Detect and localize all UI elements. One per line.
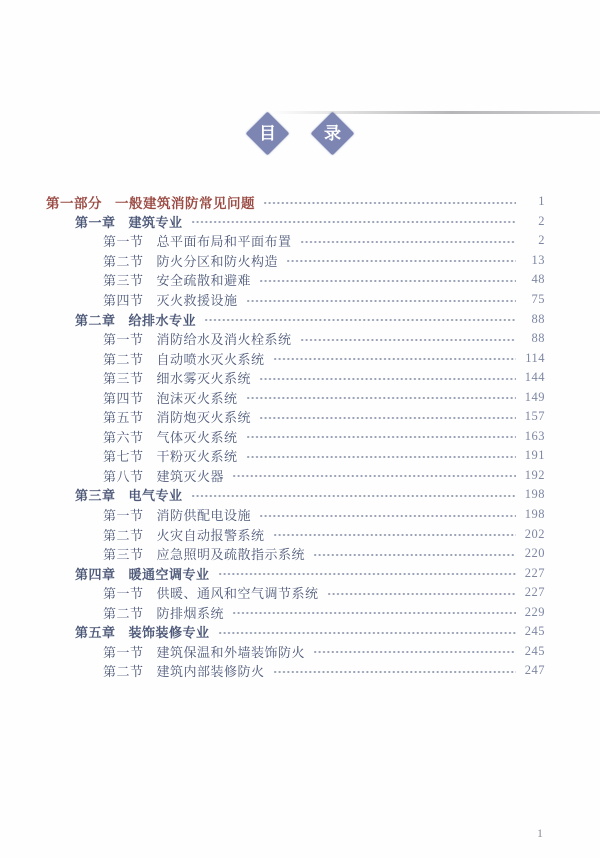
toc-entry-chapter (75, 622, 600, 642)
dot-leader (232, 466, 516, 486)
dot-leader (259, 407, 516, 427)
toc-entry-label: 第四节 (103, 390, 144, 406)
toc-entry-label: 第一章 (75, 214, 116, 230)
dot-leader (246, 427, 516, 447)
toc-entry-label: 第六节 (103, 429, 144, 445)
dot-leader (263, 192, 516, 212)
toc-entry-title: 细水雾灭火系统 (156, 371, 252, 387)
title-char: 录 (324, 123, 341, 143)
toc-entry-label: 第二节 (103, 527, 144, 543)
toc-entry-title: 一般建筑消防常见问题 (115, 195, 255, 211)
toc-entry-title: 消防给水及消火栓系统 (156, 332, 292, 348)
toc-entry-title: 自动喷水灭火系统 (156, 351, 265, 367)
toc-entry-label: 第五节 (103, 410, 144, 426)
dot-leader (327, 583, 516, 603)
toc-entry-page: 229 (524, 604, 545, 619)
toc-entry-section (103, 290, 600, 310)
toc-entry-section (103, 427, 600, 447)
toc-entry-title: 泡沫灭火系统 (156, 390, 238, 406)
toc-entry-section (103, 505, 600, 525)
toc-entry-section (103, 329, 600, 349)
toc-entry-chapter (75, 485, 600, 505)
toc-entry-title: 建筑专业 (128, 214, 183, 230)
toc-entry-section (103, 583, 600, 603)
dot-leader (204, 309, 516, 329)
toc-entry-page: 198 (524, 487, 545, 502)
toc-entry-title: 建筑保温和外墙装饰防火 (156, 644, 306, 660)
toc-entry-title: 防排烟系统 (156, 605, 225, 621)
toc-entry-section (103, 446, 600, 466)
toc-entry-chapter (75, 309, 600, 329)
dot-leader (259, 368, 516, 388)
toc-entry-page: 2 (538, 213, 545, 228)
toc-entry-label: 第一部分 (46, 195, 102, 211)
toc-entry-section (103, 387, 600, 407)
toc-entry-chapter (75, 212, 600, 232)
toc-entry-page: 202 (524, 526, 545, 541)
toc-title (0, 111, 600, 155)
toc-entry-page: 149 (524, 389, 545, 404)
toc-entry-label: 第三节 (103, 273, 144, 289)
dot-leader (286, 251, 516, 271)
toc-entry-title: 给排水专业 (128, 312, 197, 328)
toc-entry-section (103, 602, 600, 622)
toc-entry-label: 第二节 (103, 253, 144, 269)
toc-entry-chapter (75, 563, 600, 583)
dot-leader (218, 563, 516, 583)
toc-entry-page: 157 (524, 409, 545, 424)
dot-leader (300, 231, 516, 251)
toc-entry-section (103, 348, 600, 368)
dot-leader (313, 642, 516, 662)
toc-entry-label: 第三节 (103, 371, 144, 387)
toc-entry-page: 227 (524, 565, 545, 580)
dot-leader (273, 348, 516, 368)
toc-entry-label: 第四章 (75, 566, 116, 582)
toc-entry-page: 75 (531, 292, 545, 306)
toc-entry-page: 198 (524, 507, 545, 522)
toc-entry-section (103, 466, 600, 486)
toc-entry-section (103, 407, 600, 427)
toc-entry-label: 第四节 (103, 293, 144, 308)
toc-entry-page: 245 (524, 624, 545, 639)
toc-entry-title: 安全疏散和避难 (156, 273, 252, 289)
toc-entry-section (103, 368, 600, 388)
toc-entry-section (103, 524, 600, 544)
toc-entry-section (103, 642, 600, 662)
scan-edge-artifact (270, 111, 600, 114)
toc-entry-page: 48 (531, 272, 545, 287)
toc-entry-label: 第三节 (103, 547, 144, 563)
toc-entry-part (46, 192, 600, 212)
dot-leader (300, 329, 516, 349)
toc-entry-section (103, 661, 600, 681)
toc-entry-page: 227 (524, 585, 545, 600)
toc-entry-title: 消防供配电设施 (156, 508, 252, 524)
toc-entry-page: 245 (524, 643, 545, 658)
toc-entry-label: 第八节 (103, 468, 144, 484)
toc-entry-title: 应急照明及疏散指示系统 (156, 547, 306, 563)
toc-entry-page: 88 (531, 331, 545, 346)
toc-entry-page: 88 (531, 311, 545, 326)
title-diamond (246, 111, 290, 155)
dot-leader (273, 661, 516, 681)
toc-entry-label: 第二节 (103, 351, 144, 367)
toc-entry-page: 1 (538, 194, 545, 209)
toc-entry-title: 消防炮灭火系统 (156, 410, 252, 426)
toc-entry-title: 电气专业 (128, 488, 183, 504)
toc-entry-title: 总平面布局和平面布置 (156, 234, 292, 250)
toc-entry-label: 第一节 (103, 644, 144, 660)
toc-entry-title: 暖通空调专业 (128, 566, 210, 582)
dot-leader (246, 387, 516, 407)
toc-entry-label: 第二节 (103, 664, 144, 680)
page-number: 1 (537, 826, 543, 840)
toc-list (0, 192, 600, 681)
toc-entry-page: 13 (531, 252, 545, 267)
toc-entry-title: 火灾自动报警系统 (156, 527, 265, 543)
toc-entry-page: 220 (524, 546, 545, 561)
title-char: 目 (259, 123, 276, 143)
toc-entry-page: 247 (524, 663, 545, 678)
toc-entry-title: 灭火救援设施 (156, 293, 238, 308)
toc-entry-title: 建筑灭火器 (156, 468, 225, 484)
toc-entry-title: 装饰装修专业 (128, 625, 210, 641)
toc-entry-section (103, 270, 600, 290)
dot-leader (259, 270, 516, 290)
toc-entry-title: 气体灭火系统 (156, 429, 238, 445)
toc-entry-label: 第一节 (103, 586, 144, 602)
dot-leader (246, 446, 516, 466)
toc-entry-title: 防火分区和防火构造 (156, 253, 279, 269)
toc-entry-section (103, 251, 600, 271)
dot-leader (246, 290, 516, 310)
toc-entry-page: 163 (524, 428, 545, 443)
toc-entry-label: 第七节 (103, 449, 144, 465)
toc-entry-label: 第二节 (103, 605, 144, 621)
dot-leader (232, 602, 516, 622)
toc-entry-page: 192 (524, 467, 545, 482)
toc-entry-label: 第一节 (103, 332, 144, 348)
toc-entry-title: 建筑内部装修防火 (156, 664, 265, 680)
toc-entry-section (103, 544, 600, 564)
toc-entry-page: 144 (524, 370, 545, 385)
toc-entry-page: 2 (538, 233, 545, 248)
dot-leader (218, 622, 516, 642)
toc-entry-section (103, 231, 600, 251)
dot-leader (191, 485, 516, 505)
dot-leader (313, 544, 516, 564)
toc-entry-label: 第五章 (75, 625, 116, 641)
toc-entry-title: 干粉灭火系统 (156, 449, 238, 465)
toc-entry-label: 第三章 (75, 488, 116, 504)
toc-entry-title: 供暖、通风和空气调节系统 (156, 586, 319, 602)
dot-leader (259, 505, 516, 525)
toc-entry-label: 第一节 (103, 234, 144, 250)
title-diamond (311, 111, 355, 155)
dot-leader (273, 524, 516, 544)
toc-entry-page: 191 (524, 448, 545, 463)
toc-entry-page: 114 (525, 350, 545, 365)
dot-leader (191, 212, 516, 232)
toc-entry-label: 第二章 (75, 312, 116, 328)
toc-entry-label: 第一节 (103, 508, 144, 524)
